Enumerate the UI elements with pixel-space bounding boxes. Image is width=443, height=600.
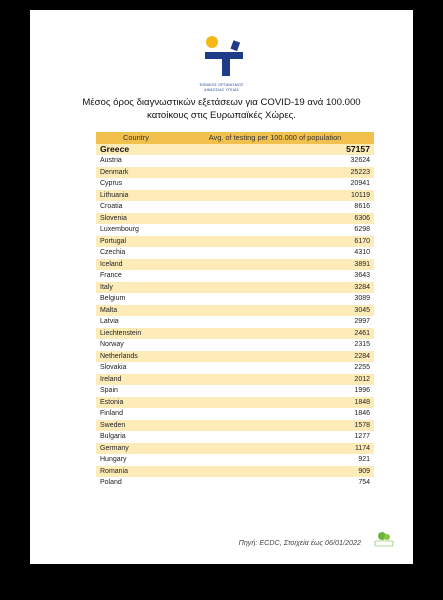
table-row <box>96 374 374 386</box>
table-row <box>96 144 374 156</box>
value-cell: 10119 <box>176 190 374 202</box>
country-cell: Iceland <box>96 259 176 271</box>
table-row <box>96 328 374 340</box>
country-cell: Romania <box>96 466 176 478</box>
country-cell: Ireland <box>96 374 176 386</box>
table-row <box>96 270 374 282</box>
value-cell: 6298 <box>176 224 374 236</box>
value-cell: 3089 <box>176 293 374 305</box>
table-row <box>96 247 374 259</box>
table-row <box>96 466 374 478</box>
value-cell: 6170 <box>176 236 374 248</box>
table-row <box>96 443 374 455</box>
table-row <box>96 305 374 317</box>
country-cell: Poland <box>96 477 176 489</box>
table-row <box>96 454 374 466</box>
country-cell: Luxembourg <box>96 224 176 236</box>
country-cell: Italy <box>96 282 176 294</box>
table-row <box>96 420 374 432</box>
value-cell: 1277 <box>176 431 374 443</box>
country-cell: Estonia <box>96 397 176 409</box>
country-cell: Lithuania <box>96 190 176 202</box>
country-cell: Slovenia <box>96 213 176 225</box>
country-cell: Croatia <box>96 201 176 213</box>
value-cell: 2997 <box>176 316 374 328</box>
page-title <box>50 96 393 122</box>
eody-logo-icon <box>195 32 255 82</box>
value-cell: 1578 <box>176 420 374 432</box>
value-cell: 3643 <box>176 270 374 282</box>
table-row <box>96 397 374 409</box>
table-row <box>96 385 374 397</box>
table-row <box>96 259 374 271</box>
value-cell: 2012 <box>176 374 374 386</box>
value-cell: 6306 <box>176 213 374 225</box>
value-cell: 921 <box>176 454 374 466</box>
value-cell: 1174 <box>176 443 374 455</box>
table-row <box>96 293 374 305</box>
country-cell: Latvia <box>96 316 176 328</box>
value-cell: 4310 <box>176 247 374 259</box>
country-cell: Bulgaria <box>96 431 176 443</box>
value-cell: 754 <box>176 477 374 489</box>
table-row <box>96 190 374 202</box>
value-cell: 1996 <box>176 385 374 397</box>
country-cell: Norway <box>96 339 176 351</box>
document-page <box>30 10 413 564</box>
table-header-row <box>96 132 374 144</box>
value-cell: 3284 <box>176 282 374 294</box>
table-row <box>96 213 374 225</box>
table-row <box>96 236 374 248</box>
table-row <box>96 316 374 328</box>
value-cell: 909 <box>176 466 374 478</box>
country-cell: Malta <box>96 305 176 317</box>
country-cell: Liechtenstein <box>96 328 176 340</box>
country-cell: Germany <box>96 443 176 455</box>
country-cell: France <box>96 270 176 282</box>
value-cell: 20941 <box>176 178 374 190</box>
value-cell: 3045 <box>176 305 374 317</box>
testing-table <box>96 132 374 489</box>
country-cell: Austria <box>96 155 176 167</box>
org-name-line2: ΔΗΜΟΣΙΑΣ ΥΓΕΙΑΣ <box>204 88 239 92</box>
table-row <box>96 477 374 489</box>
table-row <box>96 224 374 236</box>
country-cell: Spain <box>96 385 176 397</box>
value-cell: 2461 <box>176 328 374 340</box>
value-cell: 2255 <box>176 362 374 374</box>
value-cell: 57157 <box>176 144 374 156</box>
ecdc-logo-icon <box>373 530 395 548</box>
country-cell: Denmark <box>96 167 176 179</box>
value-cell: 2315 <box>176 339 374 351</box>
value-cell: 3891 <box>176 259 374 271</box>
country-cell: Czechia <box>96 247 176 259</box>
value-cell: 1848 <box>176 397 374 409</box>
column-header-value: Avg. of testing per 100.000 of population <box>176 132 374 144</box>
table-row <box>96 155 374 167</box>
table-body <box>96 144 374 489</box>
value-cell: 8616 <box>176 201 374 213</box>
table-row <box>96 178 374 190</box>
country-cell: Hungary <box>96 454 176 466</box>
country-cell: Greece <box>96 144 176 156</box>
country-cell: Sweden <box>96 420 176 432</box>
table-row <box>96 408 374 420</box>
table-row <box>96 351 374 363</box>
title-line1: Μέσος όρος διαγνωστικών εξετάσεων για COVID-19 ανά 100.000 <box>82 97 361 108</box>
column-header-country: Country <box>96 132 176 144</box>
table-row <box>96 339 374 351</box>
value-cell: 25223 <box>176 167 374 179</box>
country-cell: Netherlands <box>96 351 176 363</box>
value-cell: 1846 <box>176 408 374 420</box>
table-row <box>96 167 374 179</box>
table-row <box>96 282 374 294</box>
table-row <box>96 431 374 443</box>
org-name-line1: ΕΘΝΙΚΟΣ ΟΡΓΑΝΙΣΜΟΣ <box>199 83 244 87</box>
table-row <box>96 362 374 374</box>
table-row <box>96 201 374 213</box>
value-cell: 2284 <box>176 351 374 363</box>
country-cell: Portugal <box>96 236 176 248</box>
source-note: Πηγή: ECDC, Στοιχεία έως 06/01/2022 <box>238 538 361 547</box>
country-cell: Belgium <box>96 293 176 305</box>
country-cell: Slovakia <box>96 362 176 374</box>
country-cell: Finland <box>96 408 176 420</box>
country-cell: Cyprus <box>96 178 176 190</box>
title-line2: κατοίκους στις Ευρωπαϊκές Χώρες. <box>147 110 296 121</box>
value-cell: 32624 <box>176 155 374 167</box>
